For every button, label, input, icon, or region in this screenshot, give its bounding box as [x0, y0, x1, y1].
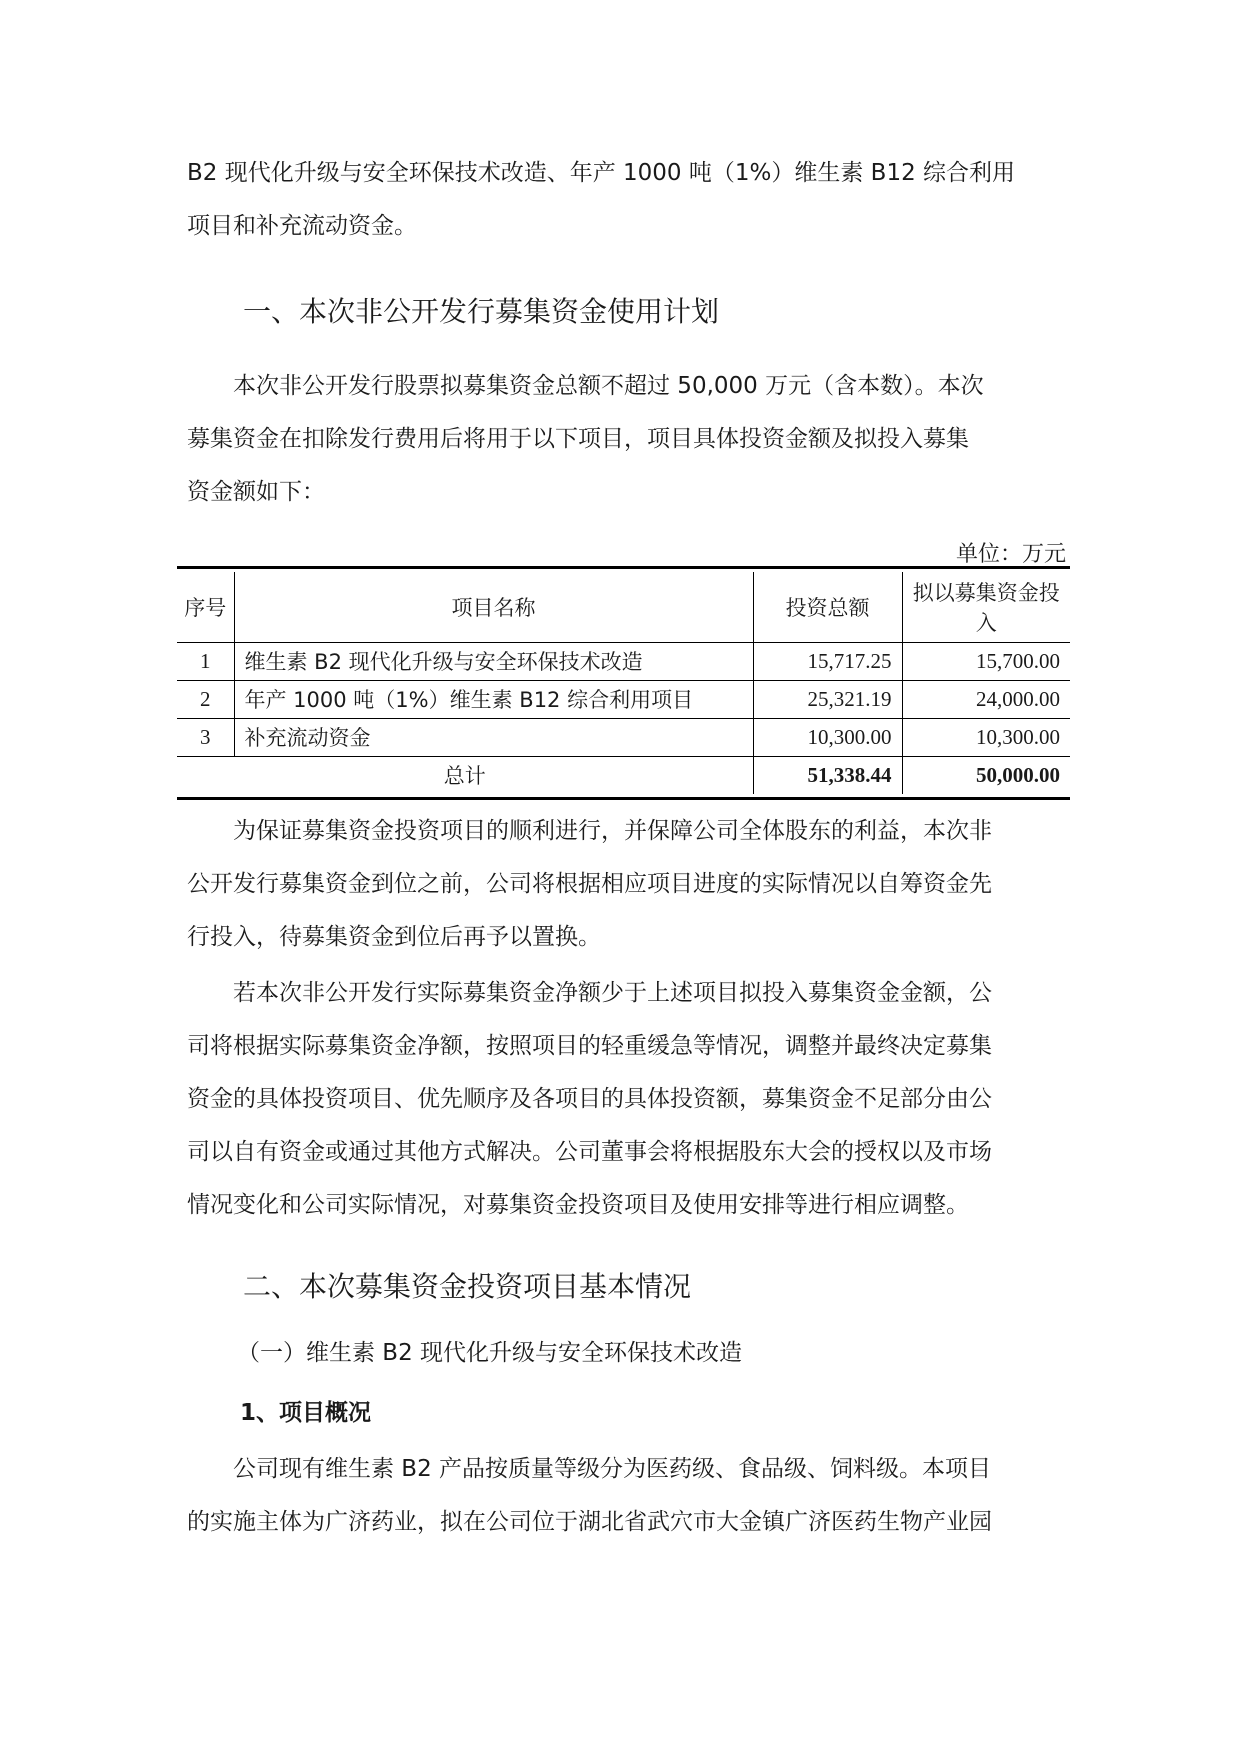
cell-seq: 2: [177, 680, 234, 718]
table-header-row: [177, 572, 1070, 642]
section1-paragraph: [187, 360, 1067, 519]
cell-sum-raise: 50,000.00: [902, 756, 1070, 794]
section2-subheading: （一）维生素 B2 现代化升级与安全环保技术改造: [237, 1340, 743, 1366]
table-bottom-rule: [177, 797, 1070, 800]
intro-paragraph: [187, 147, 1067, 253]
table-top-rule: [177, 566, 1070, 569]
text-line: 资金的具体投资项目、优先顺序及各项目的具体投资额，募集资金不足部分由公: [187, 1086, 992, 1112]
text-line: B2 现代化升级与安全环保技术改造、年产 1000 吨（1%）维生素 B12 综合利用: [187, 160, 1016, 186]
cell-total: 25,321.19: [753, 680, 902, 718]
cell-name: 补充流动资金: [234, 718, 753, 756]
table-row: [177, 642, 1070, 680]
header-total: 投资总额: [753, 572, 902, 642]
text-line: 司将根据实际募集资金净额，按照项目的轻重缓急等情况，调整并最终决定募集: [187, 1033, 992, 1059]
funding-table: [177, 572, 1070, 794]
header-seq: 序号: [177, 572, 234, 642]
text-line: 行投入，待募集资金到位后再予以置换。: [187, 924, 601, 950]
table-total-row: [177, 756, 1070, 794]
unit-label: 单位：万元: [955, 542, 1066, 567]
section2-heading: 二、本次募集资金投资项目基本情况: [243, 1270, 692, 1303]
cell-raise: 10,300.00: [902, 718, 1070, 756]
header-raise: 拟以募集资金投入: [902, 572, 1070, 642]
text-line: 的实施主体为广济药业，拟在公司位于湖北省武穴市大金镇广济医药生物产业园: [187, 1509, 992, 1535]
section2-paragraph: [187, 1443, 1067, 1549]
section1-heading: 一、本次非公开发行募集资金使用计划: [243, 295, 720, 328]
funding-table-wrapper: [177, 566, 1070, 800]
table-row: [177, 680, 1070, 718]
text-line: 若本次非公开发行实际募集资金净额少于上述项目拟投入募集资金金额，公: [233, 980, 992, 1006]
cell-name: 年产 1000 吨（1%）维生素 B12 综合利用项目: [234, 680, 753, 718]
table-row: [177, 718, 1070, 756]
text-line: 公开发行募集资金到位之前，公司将根据相应项目进度的实际情况以自筹资金先: [187, 871, 992, 897]
section1-paragraph-3: [187, 967, 1067, 1232]
cell-seq: 3: [177, 718, 234, 756]
cell-raise: 15,700.00: [902, 642, 1070, 680]
text-line: 募集资金在扣除发行费用后将用于以下项目，项目具体投资金额及拟投入募集: [187, 426, 969, 452]
item-title: 1、项目概况: [240, 1400, 372, 1426]
text-line: 项目和补充流动资金。: [187, 213, 417, 239]
text-line: 本次非公开发行股票拟募集资金总额不超过 50,000 万元（含本数）。本次: [233, 373, 984, 399]
cell-raise: 24,000.00: [902, 680, 1070, 718]
section1-paragraph-2: [187, 805, 1067, 964]
text-line: 司以自有资金或通过其他方式解决。公司董事会将根据股东大会的授权以及市场: [187, 1139, 992, 1165]
header-name: 项目名称: [234, 572, 753, 642]
text-line: 资金额如下：: [187, 479, 325, 505]
cell-total: 15,717.25: [753, 642, 902, 680]
text-line: 情况变化和公司实际情况，对募集资金投资项目及使用安排等进行相应调整。: [187, 1192, 969, 1218]
text-line: 公司现有维生素 B2 产品按质量等级分为医药级、食品级、饲料级。本项目: [233, 1456, 992, 1482]
text-line: 为保证募集资金投资项目的顺利进行，并保障公司全体股东的利益，本次非: [233, 818, 992, 844]
cell-total-label: 总计: [177, 756, 753, 794]
cell-name: 维生素 B2 现代化升级与安全环保技术改造: [234, 642, 753, 680]
cell-sum-total: 51,338.44: [753, 756, 902, 794]
cell-seq: 1: [177, 642, 234, 680]
cell-total: 10,300.00: [753, 718, 902, 756]
